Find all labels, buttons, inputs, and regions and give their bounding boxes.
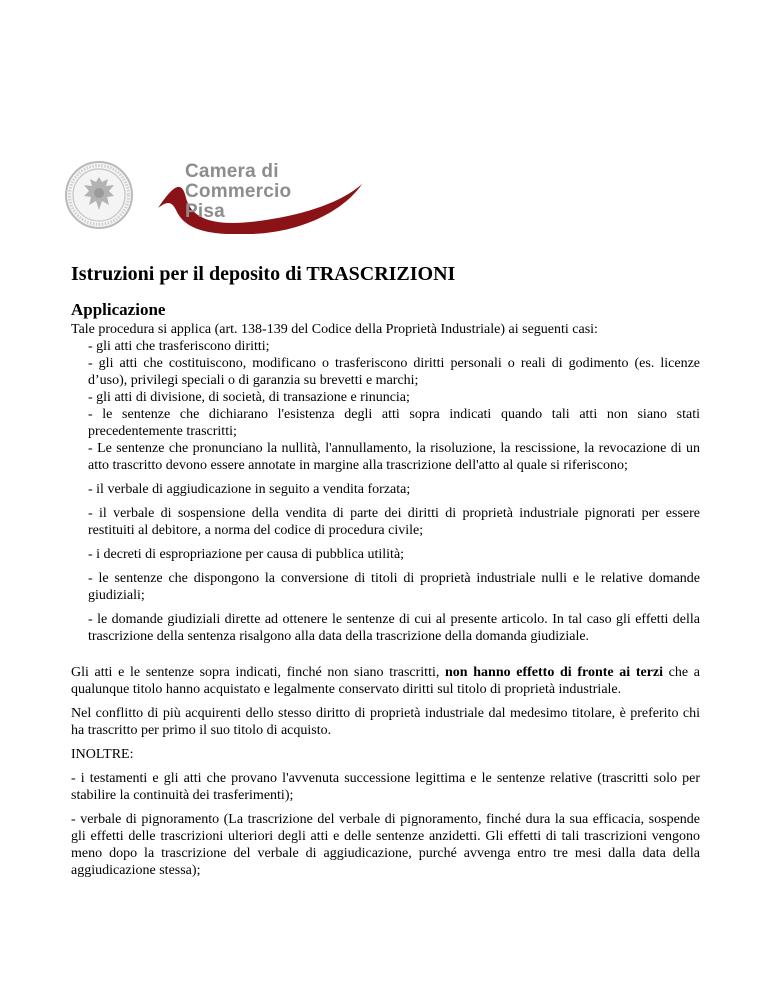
effect-paragraph [71,664,700,698]
list-item: - i testamenti e gli atti che provano l'avvenuta successione legittima e le sentenze relative (trascritti solo per stabilire la continuità dei trasferimenti); [71,771,700,803]
organization-name-line1: Camera di Commercio [185,161,292,202]
effect-text-after: che a qualunque titolo hanno acquistato e legalmente conservato diritti sul titolo di proprietà industriale. [71,665,700,697]
list-item: - il verbale di sospensione della vendita di parte dei diritti di proprietà industriale pignorati per essere restituiti al debitore, a norma del codice di procedura civile; [88,506,700,538]
effect-text-bold: non hanno effetto di fronte ai terzi [445,665,664,680]
letterhead [64,150,364,240]
list-item: - i decreti di espropriazione per causa di pubblica utilità; [88,547,405,562]
document-body [71,262,700,879]
effect-text-before: Gli atti e le sentenze sopra indicati, finché non siano trascritti, [71,665,446,680]
section-heading: Applicazione [71,300,166,319]
list-item: - gli atti che costituiscono, modificano o trasferiscono diritti personali o reali di godimento (es. licenze d’uso), privilegi speciali o di garanzia su brevetti e marchi; [88,356,700,388]
intro-text: Tale procedura si applica (art. 138-139 del Codice della Proprietà Industriale) ai seguenti casi: [71,322,598,337]
document-title: Istruzioni per il deposito di TRASCRIZIONI [71,263,456,285]
list-item: - gli atti che trasferiscono diritti; [88,339,270,354]
seal-emblem-icon [64,160,134,230]
list-item: - le sentenze che dispongono la conversione di titoli di proprietà industriale nulli e le relative domande giudiziali; [88,571,700,603]
cases-list [88,338,700,645]
list-item: - verbale di pignoramento (La trascrizione del verbale di pignoramento, finché dura la sua efficacia, sospende gli effetti delle trascrizioni ulteriori degli atti e delle sentenze anzidetti. Gli effetti di tali trascrizioni vengono meno dopo la trascrizione del verbale di aggiudicazione, purché avvenga entro tre mesi dalla data della aggiudicazione stessa); [71,812,700,878]
list-item: - le sentenze che dichiarano l'esistenza degli atti sopra indicati quando tali atti non siano stati precedentemente trascritti; [88,407,700,439]
inoltre-heading: INOLTRE: [71,747,134,762]
list-item: - gli atti di divisione, di società, di transazione e rinuncia; [88,390,410,405]
organization-name [185,162,364,222]
list-item: - le domande giudiziali dirette ad ottenere le sentenze di cui al presente articolo. In tal caso gli effetti della trascrizione della sentenza risalgono alla data della trascrizione della domanda giudiziale. [88,612,700,644]
organization-name-line2: Pisa [185,201,225,222]
conflict-paragraph: Nel conflitto di più acquirenti dello stesso diritto di proprietà industriale dal medesimo titolare, è preferito chi ha trascritto per primo il suo titolo di acquisto. [71,706,700,738]
list-item: - Le sentenze che pronunciano la nullità, l'annullamento, la risoluzione, la rescissione, la revocazione di un atto trascritto devono essere annotate in margine alla trascrizione dell'atto al quale si riferiscono; [88,441,700,473]
list-item: - il verbale di aggiudicazione in seguito a vendita forzata; [88,482,411,497]
